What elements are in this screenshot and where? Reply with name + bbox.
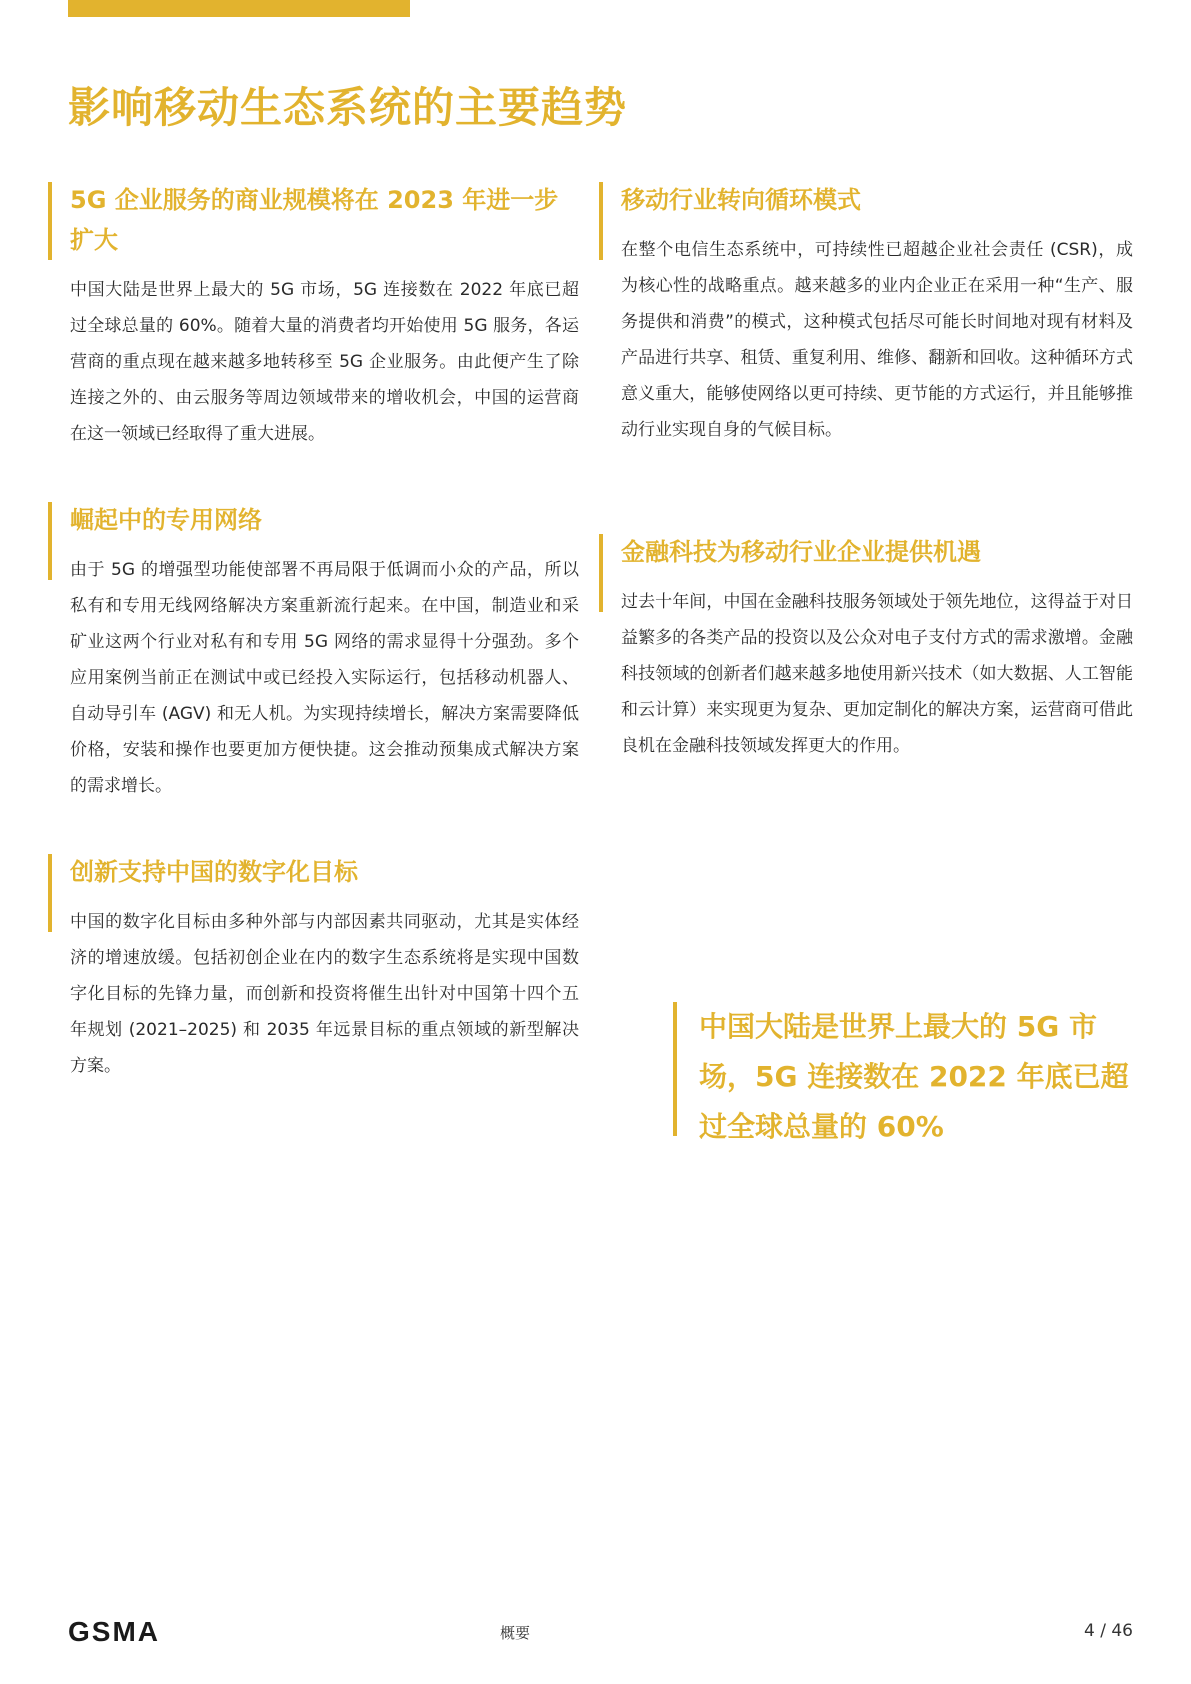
page-title: 影响移动生态系统的主要趋势 (68, 83, 628, 132)
section-accent-bar (48, 502, 52, 580)
section-fintech (599, 532, 1133, 764)
page-number: 4 / 46 (1084, 1621, 1133, 1641)
section-title: 创新支持中国的数字化目标 (70, 858, 358, 886)
section-title: 金融科技为移动行业企业提供机遇 (621, 538, 981, 566)
section-body: 过去十年间，中国在金融科技服务领域处于领先地位，这得益于对日益繁多的各类产品的投资以及公众对电子支付方式的需求激增。金融科技领域的创新者们越来越多地使用新兴技术（如大数据、人工智能和云计算）来实现更为复杂、更加定制化的解决方案，运营商可借此良机在金融科技领域发挥更大的作用。 (621, 592, 1133, 756)
section-body: 由于 5G 的增强型功能使部署不再局限于低调而小众的产品，所以私有和专用无线网络解决方案重新流行起来。在中国，制造业和采矿业这两个行业对私有和专用 5G 网络的需求显得十分强劲。多个应用案例当前正在测试中或已经投入实际运行，包括移动机器人、自动导引车 (AGV) 和无人机。为实现持续增长，解决方案需要降低价格，安装和操作也要更加方便快捷。这会推动预集成式解决方案的需求增长。 (70, 560, 579, 796)
section-title: 5G 企业服务的商业规模将在 2023 年进一步扩大 (70, 186, 559, 254)
gsma-logo: GSMA (68, 1616, 160, 1647)
section-title: 崛起中的专用网络 (70, 506, 262, 534)
pull-quote-text: 中国大陆是世界上最大的 5G 市场，5G 连接数在 2022 年底已超过全球总量的 60% (699, 1010, 1129, 1143)
top-accent-bar (68, 0, 410, 17)
section-body: 中国的数字化目标由多种外部与内部因素共同驱动，尤其是实体经济的增速放缓。包括初创企业在内的数字生态系统将是实现中国数字化目标的先锋力量，而创新和投资将催生出针对中国第十四个五年规划 (2021–2025) 和 2035 年远景目标的重点领域的新型解决方案。 (70, 912, 579, 1076)
section-private-networks (48, 500, 579, 804)
section-body: 在整个电信生态系统中，可持续性已超越企业社会责任 (CSR)，成为核心性的战略重点。越来越多的业内企业正在采用一种“生产、服务提供和消费”的模式，这种模式包括尽可能长时间地对现有材料及产品进行共享、租赁、重复利用、维修、翻新和回收。这种循环方式意义重大，能够使网络以更可持续、更节能的方式运行，并且能够推动行业实现自身的气候目标。 (621, 240, 1133, 440)
pull-quote (673, 1002, 1129, 1152)
section-circular-model (599, 180, 1133, 448)
section-5g-enterprise (48, 180, 579, 452)
section-title: 移动行业转向循环模式 (621, 186, 861, 214)
section-accent-bar (48, 854, 52, 932)
section-accent-bar (599, 182, 603, 260)
section-accent-bar (48, 182, 52, 260)
section-body: 中国大陆是世界上最大的 5G 市场，5G 连接数在 2022 年底已超过全球总量的 60%。随着大量的消费者均开始使用 5G 服务，各运营商的重点现在越来越多地转移至 5G 企业服务。由此便产生了除连接之外的、由云服务等周边领域带来的增收机会，中国的运营商在这一领域已经取得了重大进展。 (70, 280, 579, 444)
pull-quote-accent-bar (673, 1002, 677, 1136)
section-accent-bar (599, 534, 603, 612)
footer-section-label: 概要 (500, 1624, 531, 1642)
section-digital-goals (48, 852, 579, 1084)
